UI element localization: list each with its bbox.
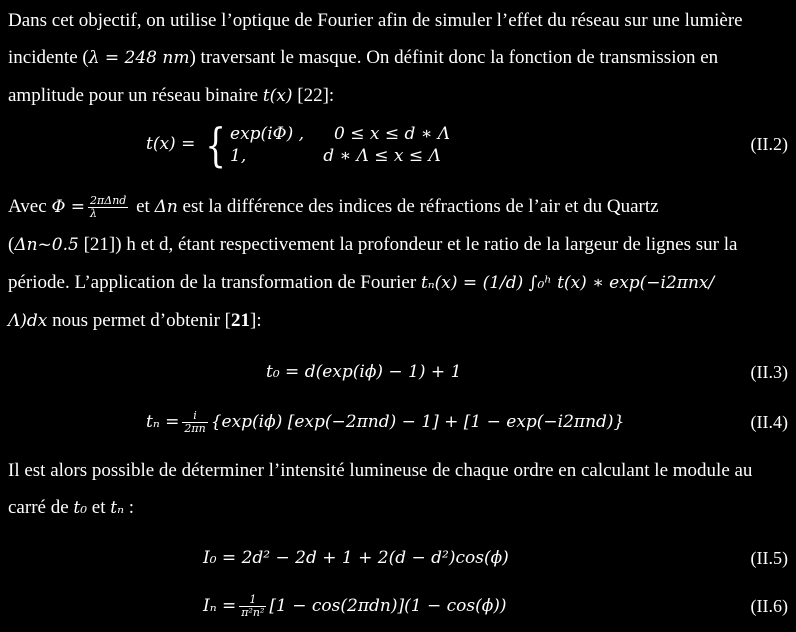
equation-formula: t₀ = d(exp(iϕ) − 1) + 1 [266,362,462,382]
case2-expression: 1, [230,145,247,166]
text-line: et [87,497,111,518]
equation-II3 [0,352,796,392]
text-line: carré de [8,497,74,518]
case2-condition: d ∗ Λ ≤ x ≤ Λ [323,145,441,166]
text-line: incidente ( [8,47,89,68]
equation-number: (II.2) [750,134,788,154]
fraction-denominator: λ [90,207,98,221]
fraction [239,594,266,619]
equation-number: (II.6) [750,596,788,616]
equation-number: (II.5) [750,548,788,568]
math-inline: tₙ(x) = (1/d) ∫₀ʰ t(x) ∗ exp(−i2πnx/ [420,273,715,293]
equation-II4 [0,402,796,442]
paragraph-intro [8,2,790,115]
text-line: période. L’application de la transformation de Fourier [8,272,421,293]
equation-formula [203,586,507,626]
cases [230,123,450,167]
equation-number: (II.4) [750,412,788,432]
left-brace: { [205,117,226,172]
text-line: Avec [8,196,52,217]
text-line: Il est alors possible de déterminer l’intensité lumineuse de chaque ordre en calculant le module au [8,460,753,481]
text-line: ( [8,234,15,255]
fraction-denominator: 2πn [184,422,206,435]
case1-condition: 0 ≤ x ≤ d ∗ Λ [334,123,451,144]
text-line: [22]: [292,85,335,106]
equation-lhs: t(x) = [146,134,196,154]
equation-rhs: [1 − cos(2πdn)](1 − cos(ϕ)) [269,596,507,616]
text-line: ]: [250,310,262,331]
text-line: ) traversant le masque. On définit donc la fonction de transmission en [189,47,719,68]
case1-expression: exp(iΦ) , [230,123,305,144]
fraction-numerator: i [182,410,207,423]
citation-bold: 21 [231,310,251,331]
math-inline: tₙ [110,498,124,518]
fraction [88,195,128,220]
equation-number: (II.3) [750,362,788,382]
text-line: est la différence des indices de réfractions de l’air et du Quartz [177,196,659,217]
equation-lhs: tₙ = [146,412,180,432]
fraction [182,410,207,435]
text-line: Dans cet objectif, on utilise l’optique de Fourier afin de simuler l’effet du réseau sur une lumière [8,10,743,31]
equation-II5 [0,538,796,578]
equation-II6 [0,586,796,626]
text-line: et [131,196,155,217]
equation-formula [146,118,450,170]
paragraph-avec [8,188,790,340]
text-line: amplitude pour un réseau binaire [8,85,263,106]
equation-formula: I₀ = 2d² − 2d + 1 + 2(d − d²)cos(ϕ) [203,548,509,568]
equation-lhs: Iₙ = [203,596,237,616]
math-inline: t₀ [73,498,88,518]
math-inline: Δn [154,197,178,217]
math-inline: Φ = [51,197,86,217]
text-line: nous permet d’obtenir [ [47,310,232,331]
math-inline: λ = 248 nm [88,48,190,68]
equation-rhs: {exp(iϕ) [exp(−2πnd) − 1] + [1 − exp(−i2πnd)} [210,412,625,432]
equation-II2 [0,118,796,170]
math-inline: Δn~0.5 [14,235,79,255]
text-line: [21]) h et d, étant respectivement la profondeur et le ratio de la largeur de lignes sur la [78,234,738,255]
fraction-numerator: 2πΔnd [90,194,127,208]
math-inline: t(x) [262,86,293,106]
fraction-denominator: π²n² [241,606,265,619]
equation-formula [146,402,624,442]
fraction-numerator: 1 [239,594,266,607]
text-line: : [124,497,135,518]
paragraph-intensity [8,452,790,527]
math-inline: Λ)dx [8,311,48,331]
